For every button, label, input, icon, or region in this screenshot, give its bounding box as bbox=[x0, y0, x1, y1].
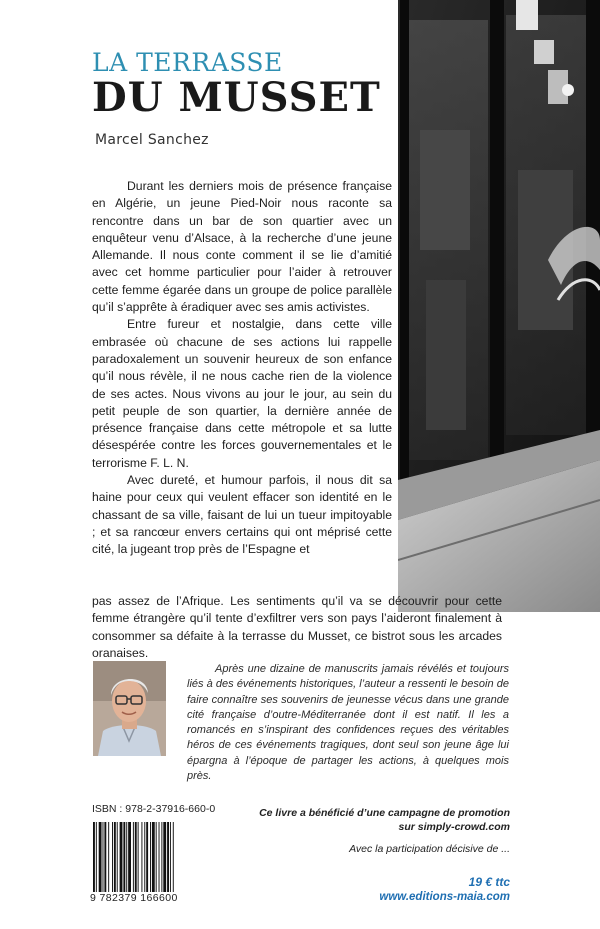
isbn: ISBN : 978-2-37916-660-0 bbox=[92, 803, 216, 815]
barcode-bar bbox=[150, 822, 151, 892]
barcode-bar bbox=[128, 822, 131, 892]
barcode-bar bbox=[163, 822, 166, 892]
barcode-bar bbox=[135, 822, 137, 892]
promotion-notice bbox=[250, 807, 510, 835]
barcode-bar bbox=[167, 822, 169, 892]
barcode-bar bbox=[138, 822, 139, 892]
author-bio bbox=[187, 662, 509, 784]
barcode-bar bbox=[123, 822, 125, 892]
barcode-bar bbox=[108, 822, 109, 892]
synopsis-paragraph-1: Durant les derniers mois de présence française en Algérie, un jeune Pied-Noir nous raconte sa rencontre dans un bar de son quartier avec un enquêteur venu d’Alsace, à la recherche d’une jeune Allemande. Il nous conte comment il se lie d’amitié avec cet homme particulier pour l’aider à retrouver cette femme égarée dans un groupe de police parallèle qu’il s’apprête à éradiquer avec ses amis activistes. bbox=[92, 179, 392, 315]
barcode-bar bbox=[141, 822, 142, 892]
barcode-bar bbox=[170, 822, 171, 892]
synopsis-paragraph-2: Entre fureur et nostalgie, dans cette ville embrasée où chacune de ses actions lui rappelle paradoxalement un souvenir heureux de son enfance qu’il nous révèle, il ne nous cache rien de la violence de ses actes. Nous vivons au jour le jour, au sein du petit peuple de son quartier, la dernière année de présence française dans cette métropole et sa lutte désespérée contre les forces gouvernementales et le terrorisme F. L. N. bbox=[92, 317, 392, 470]
synopsis-paragraph-3: Avec dureté, et humour parfois, il nous dit sa haine pour ceux qui veulent effacer son identité en le chassant de sa ville, faisant de lui un tueur impitoyable ; et sa rancœur envers certains qui ont méprisé cette cité, la jugeant trop près de l’Espagne et bbox=[92, 473, 392, 557]
cover-photo bbox=[398, 0, 600, 612]
barcode-bar bbox=[133, 822, 134, 892]
author-photo bbox=[93, 661, 166, 756]
promotion-line-2: sur simply-crowd.com bbox=[398, 820, 510, 833]
barcode-bar bbox=[93, 822, 95, 892]
barcode bbox=[93, 822, 197, 892]
synopsis-paragraph-3-continued: pas assez de l’Afrique. Les sentiments qu’il va se découvrir pour cette femme étrangère qu’il tente d’exfiltrer vers son pays l’aideront finalement à consommer sa défaite à la terrasse du Musset, ce bistrot sous les arcades oranaises. bbox=[92, 594, 502, 660]
barcode-bar bbox=[99, 822, 102, 892]
barcode-bar bbox=[117, 822, 118, 892]
barcode-bar bbox=[156, 822, 157, 892]
barcode-bar bbox=[114, 822, 116, 892]
publisher-website[interactable]: www.editions-maia.com bbox=[379, 891, 510, 903]
barcode-bar bbox=[120, 822, 123, 892]
title-line-2: DU MUSSET bbox=[92, 74, 381, 121]
barcode-bar bbox=[104, 822, 106, 892]
participation-note: Avec la participation décisive de ... bbox=[349, 843, 510, 855]
barcode-bar bbox=[103, 822, 104, 892]
barcode-number: 9 782379 166600 bbox=[90, 892, 178, 904]
barcode-bar bbox=[112, 822, 113, 892]
barcode-bar bbox=[161, 822, 162, 892]
barcode-bar bbox=[152, 822, 155, 892]
barcode-bar bbox=[146, 822, 148, 892]
barcode-bar bbox=[96, 822, 97, 892]
price: 19 € ttc bbox=[468, 875, 510, 889]
barcode-bar bbox=[126, 822, 127, 892]
author-bio-text: Après une dizaine de manuscrits jamais révélés et toujours liés à des événements historiques, l’auteur a ressenti le besoin de faire connaître ses souvenirs de jeunesse vécus dans une grande cité française d’outre-Méditerranée dont il est natif. Il les a romancés en s’inspirant des confidences reçues des véritables héros de ces événements tragiques, dont seul son jeune âge lui épargna à l’époque de partager les actions, à quelques mois près. bbox=[187, 663, 509, 783]
barcode-bar bbox=[159, 822, 160, 892]
synopsis bbox=[92, 178, 392, 559]
barcode-bar bbox=[144, 822, 145, 892]
title-line-1: LA TERRASSE bbox=[92, 48, 283, 77]
author-name: Marcel Sanchez bbox=[95, 132, 209, 148]
barcode-bar bbox=[173, 822, 174, 892]
promotion-line-1: Ce livre a bénéficié d’une campagne de promotion bbox=[259, 807, 510, 819]
